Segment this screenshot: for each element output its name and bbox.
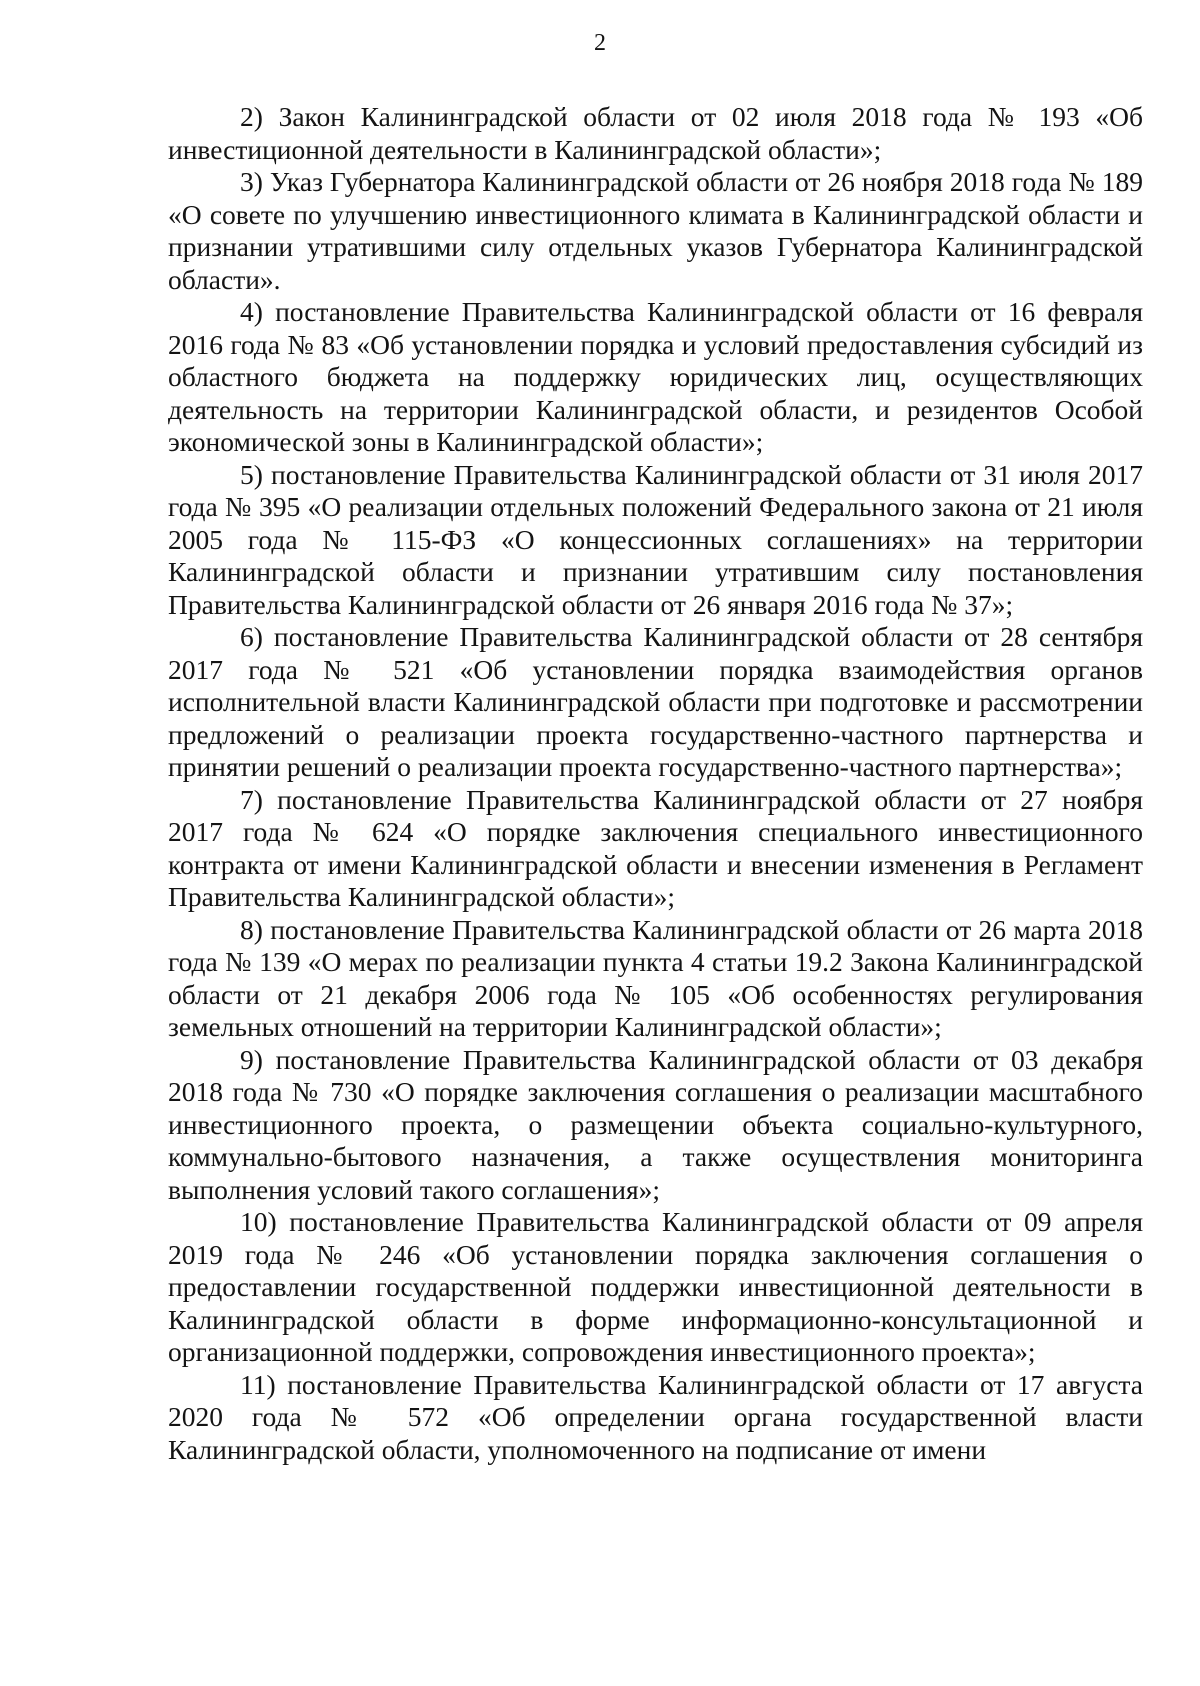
- list-item-5: 5) постановление Правительства Калининградской области от 31 июля 2017 года № 395 «О реализации отдельных положений Федерального закона от 21 июля 2005 года № 115-ФЗ «О концессионных соглашениях» на территории Калининградской области и признании утратившим силу постановления Правительства Калининградской области от 26 января 2016 года № 37»;: [168, 458, 1143, 620]
- list-item-4: 4) постановление Правительства Калининградской области от 16 февраля 2016 года № 83 «Об установлении порядка и условий предоставления субсидий из областного бюджета на поддержку юридических лиц, осуществляющих деятельность на территории Калининградской области, и резидентов Особой экономической зоны в Калининградской области»;: [168, 296, 1143, 457]
- list-item-6: 6) постановление Правительства Калининградской области от 28 сентября 2017 года № 521 «Об установлении порядка взаимодействия органов исполнительной власти Калининградской области при подготовке и рассмотрении предложений о реализации проекта государственно-частного партнерства и принятии решений о реализации проекта государственно-частного партнерства»;: [168, 621, 1143, 782]
- list-item-10: 10) постановление Правительства Калининградской области от 09 апреля 2019 года № 246 «Об установлении порядка заключения соглашения о предоставлении государственной поддержки инвестиционной деятельности в Калининградской области в форме информационно-консультационной и организационной поддержки, сопровождения инвестиционного проекта»;: [168, 1206, 1143, 1367]
- list-item-9: 9) постановление Правительства Калининградской области от 03 декабря 2018 года № 730 «О порядке заключения соглашения о реализации масштабного инвестиционного проекта, о размещении объекта социально-культурного, коммунально-бытового назначения, а также осуществления мониторинга выполнения условий такого соглашения»;: [168, 1043, 1143, 1205]
- list-item-11: 11) постановление Правительства Калининградской области от 17 августа 2020 года № 572 «Об определении органа государственной власти Калининградской области, уполномоченного на подписание от имени: [168, 1368, 1143, 1465]
- list-item-7: 7) постановление Правительства Калининградской области от 27 ноября 2017 года № 624 «О порядке заключения специального инвестиционного контракта от имени Калининградской области и внесении изменения в Регламент Правительства Калининградской области»;: [168, 783, 1143, 912]
- list-item-8: 8) постановление Правительства Калининградской области от 26 марта 2018 года № 139 «О мерах по реализации пункта 4 статьи 19.2 Закона Калининградской области от 21 декабря 2006 года № 105 «Об особенностях регулирования земельных отношений на территории Калининградской области»;: [168, 913, 1143, 1042]
- page-number: 2: [594, 30, 606, 56]
- list-item-3: 3) Указ Губернатора Калининградской области от 26 ноября 2018 года № 189 «О совете по улучшению инвестиционного климата в Калининградской области и признании утратившими силу отдельных указов Губернатора Калининградской области».: [168, 166, 1143, 295]
- list-item-2: 2) Закон Калининградской области от 02 июля 2018 года № 193 «Об инвестиционной деятельности в Калининградской области»;: [168, 101, 1143, 165]
- document-body: [168, 101, 1143, 1466]
